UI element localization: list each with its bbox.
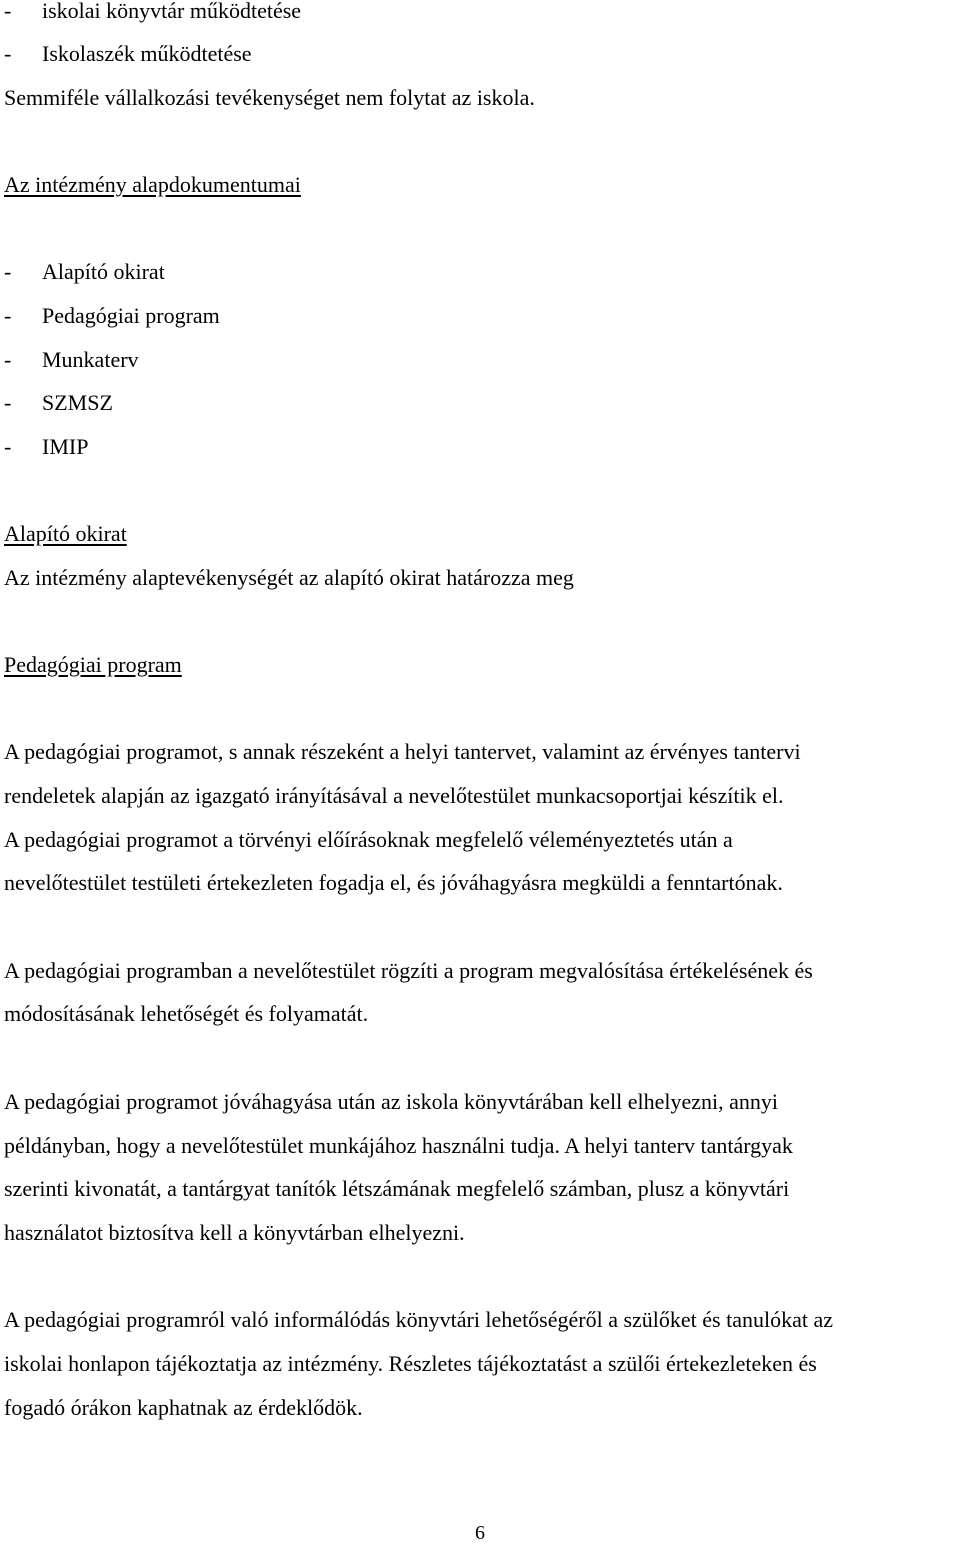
list-item: - IMIP <box>4 434 89 459</box>
paragraph-line: A pedagógiai programot jóváhagyása után az iskola könyvtárában kell elhelyezni, annyi <box>4 1089 779 1114</box>
section-heading-alapito: Alapító okirat <box>4 521 127 546</box>
paragraph-line: használatot biztosítva kell a könyvtárban elhelyezni. <box>4 1220 465 1245</box>
no-business-note: Semmiféle vállalkozási tevékenységet nem folytat az iskola. <box>4 85 535 110</box>
paragraph-line: A pedagógiai programot, s annak részeként a helyi tantervet, valamint az érvényes tantervi <box>4 739 801 764</box>
list-item: - iskolai könyvtár működtetése <box>4 0 302 23</box>
paragraph-line: szerinti kivonatát, a tantárgyat tanítók létszámának megfelelő számban, plusz a könyvtári <box>4 1176 790 1201</box>
alapito-text: Az intézmény alaptevékenységét az alapító okirat határozza meg <box>4 565 574 590</box>
list-item: - SZMSZ <box>4 390 113 415</box>
paragraph-line: rendeletek alapján az igazgató irányításával a nevelőtestület munkacsoportjai készítik el. <box>4 783 784 808</box>
paragraph-line: nevelőtestület testületi értekezleten fogadja el, és jóváhagyásra megküldi a fenntartónak. <box>4 870 783 895</box>
paragraph-line: A pedagógiai programról való informálódás könyvtári lehetőségéről a szülőket és tanulókat az <box>4 1307 834 1332</box>
paragraph-line: módosításának lehetőségét és folyamatát. <box>4 1001 369 1026</box>
paragraph-line: iskolai honlapon tájékoztatja az intézmény. Részletes tájékoztatást a szülői értekezleteken és <box>4 1351 817 1376</box>
paragraph-line: A pedagógiai programban a nevelőtestület rögzíti a program megvalósítása értékelésének és <box>4 958 813 983</box>
paragraph-line: fogadó órákon kaphatnak az érdeklődök. <box>4 1395 363 1420</box>
section-heading-documents: Az intézmény alapdokumentumai <box>4 172 301 197</box>
list-item: - Iskolaszék működtetése <box>4 41 252 66</box>
list-item: - Alapító okirat <box>4 259 165 284</box>
paragraph-line: példányban, hogy a nevelőtestület munkájához használni tudja. A helyi tanterv tantárgyak <box>4 1133 793 1158</box>
list-item: - Munkaterv <box>4 347 139 372</box>
paragraph-line: A pedagógiai programot a törvényi előírásoknak megfelelő véleményeztetés után a <box>4 827 733 852</box>
page-number: 6 <box>475 1522 485 1544</box>
section-heading-pedprog: Pedagógiai program <box>4 652 182 677</box>
list-item: - Pedagógiai program <box>4 303 220 328</box>
